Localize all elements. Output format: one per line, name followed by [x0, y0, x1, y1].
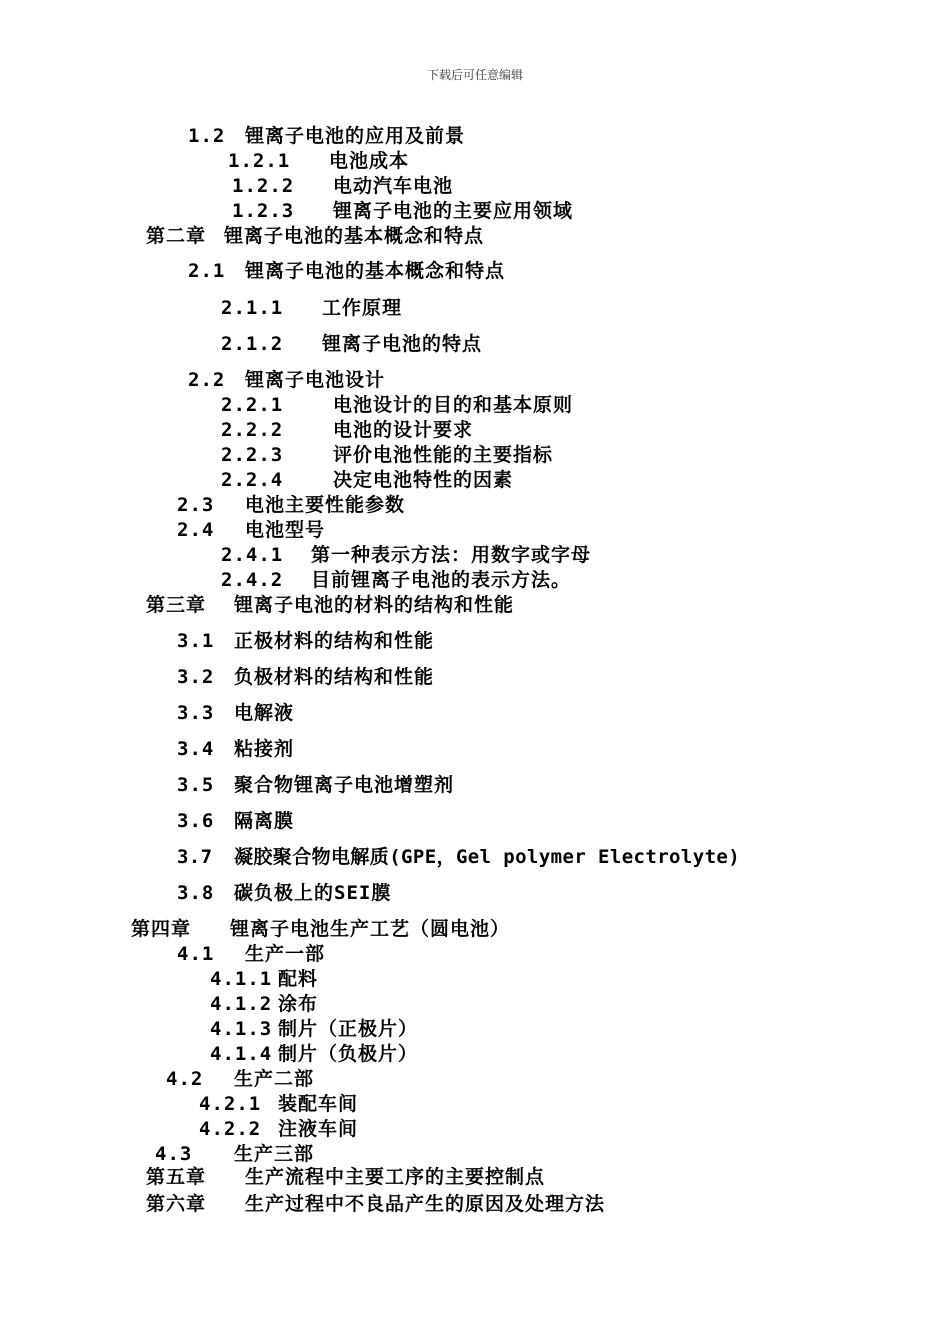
toc-line: 4.1.4 制片（负极片）: [210, 1043, 419, 1065]
toc-line: 2.1.1 工作原理: [221, 297, 403, 319]
toc-line: 2.2.1 电池设计的目的和基本原则: [221, 394, 574, 416]
toc-line: 2.4.2 目前锂离子电池的表示方法。: [221, 569, 572, 591]
toc-line: 2.1.2 锂离子电池的特点: [221, 333, 483, 355]
toc-line: 3.2 负极材料的结构和性能: [177, 666, 435, 688]
toc-chapter: 第三章 锂离子电池的材料的结构和性能: [146, 594, 515, 616]
toc-line: 4.3 生产三部: [155, 1143, 315, 1165]
toc-line: 2.2.2 电池的设计要求: [221, 419, 474, 441]
toc-line: 4.1.3 制片（正极片）: [210, 1018, 419, 1040]
toc-line: 1.2.3 锂离子电池的主要应用领域: [232, 200, 574, 222]
toc-line: 3.4 粘接剂: [177, 738, 295, 760]
toc-line: 4.2 生产二部: [166, 1068, 315, 1090]
toc-line: 1.2.2 电动汽车电池: [232, 175, 454, 197]
page-header: 下载后可任意编辑: [426, 68, 523, 82]
toc-line: 4.2.2 注液车间: [199, 1118, 359, 1140]
toc-line: 2.1 锂离子电池的基本概念和特点: [188, 260, 506, 282]
toc-chapter: 第五章 生产流程中主要工序的主要控制点: [146, 1166, 546, 1188]
toc-chapter: 第二章 锂离子电池的基本概念和特点: [146, 225, 485, 247]
toc-line: 3.1 正极材料的结构和性能: [177, 630, 435, 652]
toc-line: 2.2.3 评价电池性能的主要指标: [221, 444, 554, 466]
toc-line: 2.3 电池主要性能参数: [177, 494, 406, 516]
toc-line: 1.2.1 电池成本: [228, 150, 410, 172]
toc-line: 4.1.1 配料: [210, 968, 319, 990]
toc-line: 2.2.4 决定电池特性的因素: [221, 469, 514, 491]
toc-line: 4.1 生产一部: [177, 943, 326, 965]
toc-line: 3.5 聚合物锂离子电池增塑剂: [177, 774, 455, 796]
toc-chapter: 第四章 锂离子电池生产工艺（圆电池）: [131, 918, 511, 940]
toc-line: 3.3 电解液: [177, 702, 295, 724]
toc-line: 2.4 电池型号: [177, 519, 326, 541]
toc-line: 1.2 锂离子电池的应用及前景: [188, 125, 466, 147]
toc-line: 3.8 碳负极上的SEI膜: [177, 882, 392, 904]
toc-line: 2.4.1 第一种表示方法：用数字或字母: [221, 544, 592, 566]
toc-chapter: 第六章 生产过程中不良品产生的原因及处理方法: [146, 1193, 606, 1215]
toc-line: 4.2.1 装配车间: [199, 1093, 359, 1115]
toc-line: 4.1.2 涂布: [210, 993, 319, 1015]
toc-line: 3.7 凝胶聚合物电解质(GPE，Gel polymer Electrolyte): [177, 846, 741, 868]
toc-line: 3.6 隔离膜: [177, 810, 295, 832]
toc-line: 2.2 锂离子电池设计: [188, 369, 386, 391]
